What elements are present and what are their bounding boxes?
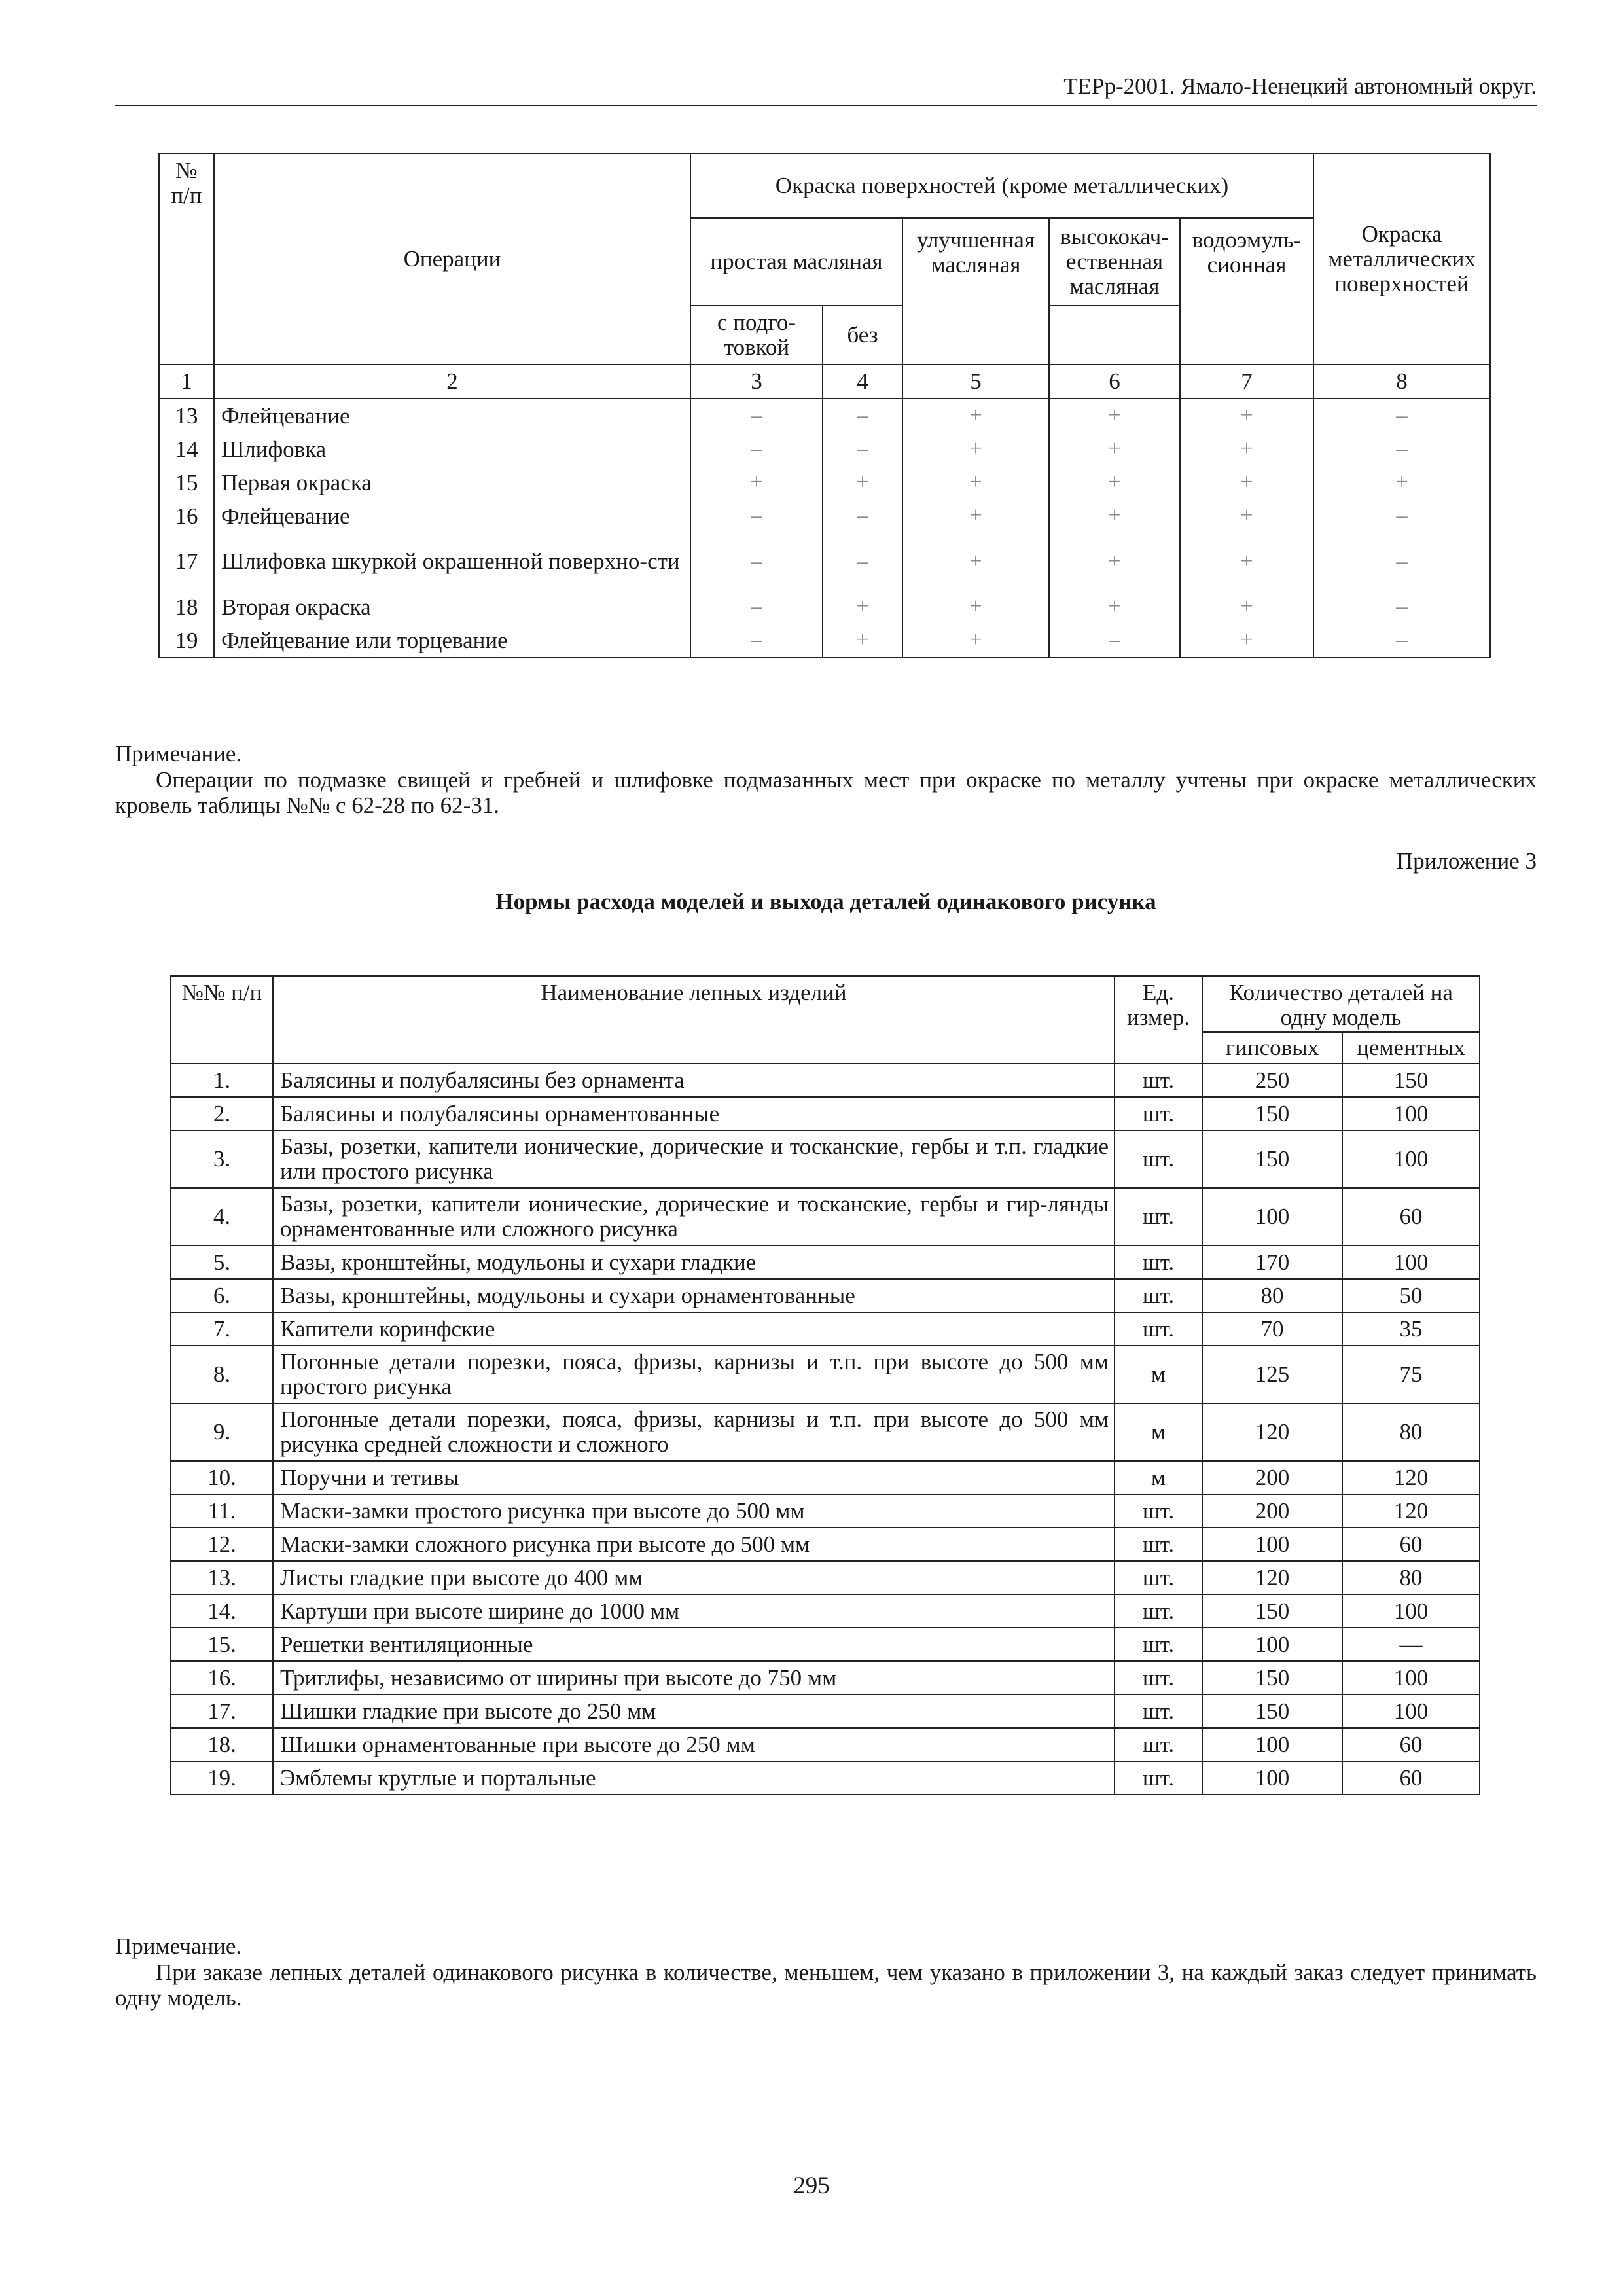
row-cement: 80 xyxy=(1342,1561,1480,1594)
row-name: Шишки гладкие при высоте до 250 мм xyxy=(273,1695,1115,1728)
row-cement: 150 xyxy=(1342,1064,1480,1097)
row-mark: – xyxy=(1313,590,1490,624)
table-row xyxy=(171,1130,1480,1188)
row-name: Базы, розетки, капители ионические, дорические и тосканские, гербы и т.п. гладкие или простого рисунка xyxy=(280,1134,1109,1184)
row-gypsum: 150 xyxy=(1202,1661,1342,1695)
row-gypsum: 100 xyxy=(1202,1628,1342,1661)
row-num: 18 xyxy=(159,590,214,624)
row-operation: Флейцевание или торцевание xyxy=(214,624,690,658)
row-unit: шт. xyxy=(1115,1761,1202,1795)
col-header-with-prep: с подго-товкой xyxy=(690,306,823,365)
row-mark: + xyxy=(1049,399,1180,433)
row-num: 14 xyxy=(159,433,214,466)
row-mark: + xyxy=(902,590,1049,624)
row-operation: Шлифовка шкуркой окрашенной поверхно-сти xyxy=(221,548,680,575)
table-row xyxy=(171,1403,1480,1461)
row-name: Балясины и полубалясины орнаментованные xyxy=(273,1097,1115,1130)
row-mark: – xyxy=(690,533,823,590)
table-row xyxy=(171,1494,1480,1528)
table-row xyxy=(159,433,1490,466)
row-gypsum: 100 xyxy=(1202,1728,1342,1761)
row-name: Эмблемы круглые и портальные xyxy=(273,1761,1115,1795)
row-name: Триглифы, независимо от ширины при высоте до 750 мм xyxy=(273,1661,1115,1695)
col-header-cement: цементных xyxy=(1342,1032,1480,1064)
col-header-high-quality-empty xyxy=(1049,306,1180,365)
col-header-water-emulsion: водоэмуль-сионная xyxy=(1180,218,1313,365)
col-number: 6 xyxy=(1049,365,1180,399)
col-header-simple-oil: простая масляная xyxy=(690,218,902,306)
header-rule xyxy=(115,105,1537,106)
row-mark: – xyxy=(690,590,823,624)
row-mark: + xyxy=(902,624,1049,658)
table-row xyxy=(171,1461,1480,1494)
row-unit: шт. xyxy=(1115,1246,1202,1279)
row-mark: + xyxy=(1180,624,1313,658)
row-name-cell xyxy=(273,1403,1115,1461)
row-unit: шт. xyxy=(1115,1695,1202,1728)
row-name: Решетки вентиляционные xyxy=(273,1628,1115,1661)
row-gypsum: 100 xyxy=(1202,1761,1342,1795)
row-name: Поручни и тетивы xyxy=(273,1461,1115,1494)
table-row xyxy=(171,1628,1480,1661)
note-title: Примечание. xyxy=(115,741,242,766)
row-num: 15. xyxy=(171,1628,273,1661)
table-row xyxy=(171,1761,1480,1795)
appendix-title: Нормы расхода моделей и выхода деталей одинакового рисунка xyxy=(495,889,1156,914)
row-num: 10. xyxy=(171,1461,273,1494)
row-mark: + xyxy=(1049,433,1180,466)
row-name-cell xyxy=(273,1188,1115,1246)
col-number: 8 xyxy=(1313,365,1490,399)
row-mark: – xyxy=(823,433,902,466)
row-num: 17 xyxy=(159,533,214,590)
row-unit: шт. xyxy=(1115,1279,1202,1312)
row-mark: – xyxy=(823,533,902,590)
row-num: 13 xyxy=(159,399,214,433)
col-header-gypsum: гипсовых xyxy=(1202,1032,1342,1064)
row-unit: м xyxy=(1115,1461,1202,1494)
row-num: 13. xyxy=(171,1561,273,1594)
row-cement: 100 xyxy=(1342,1246,1480,1279)
row-gypsum: 170 xyxy=(1202,1246,1342,1279)
row-num: 1. xyxy=(171,1064,273,1097)
table-row xyxy=(171,1097,1480,1130)
table-row xyxy=(171,1246,1480,1279)
col-header-name: Наименование лепных изделий xyxy=(273,976,1115,1064)
table-row xyxy=(171,1279,1480,1312)
col-header-painting-nonmetal: Окраска поверхностей (кроме металлических) xyxy=(690,154,1313,218)
col-header-operations: Операции xyxy=(214,154,690,365)
row-name: Картуши при высоте ширине до 1000 мм xyxy=(273,1594,1115,1628)
table-row xyxy=(171,1561,1480,1594)
row-mark: – xyxy=(1313,433,1490,466)
col-number: 2 xyxy=(214,365,690,399)
row-gypsum: 125 xyxy=(1202,1346,1342,1403)
row-num: 17. xyxy=(171,1695,273,1728)
table-row xyxy=(159,533,1490,590)
row-mark: + xyxy=(1180,499,1313,533)
row-num: 19 xyxy=(159,624,214,658)
row-num: 7. xyxy=(171,1312,273,1346)
row-num: 19. xyxy=(171,1761,273,1795)
col-number: 5 xyxy=(902,365,1049,399)
row-num: 9. xyxy=(171,1403,273,1461)
col-header-improved-oil: улучшенная масляная xyxy=(902,218,1049,365)
table-row xyxy=(171,1064,1480,1097)
row-mark: + xyxy=(902,399,1049,433)
table-row xyxy=(171,1346,1480,1403)
table-row xyxy=(159,466,1490,499)
row-cement: 50 xyxy=(1342,1279,1480,1312)
row-mark: + xyxy=(902,533,1049,590)
running-header: ТЕРр-2001. Ямало-Ненецкий автономный округ. xyxy=(1063,73,1537,99)
table-row xyxy=(159,624,1490,658)
note-title: Примечание. xyxy=(115,1933,242,1959)
row-gypsum: 100 xyxy=(1202,1188,1342,1246)
table-row xyxy=(171,1695,1480,1728)
row-name: Шишки орнаментованные при высоте до 250 мм xyxy=(273,1728,1115,1761)
row-mark: + xyxy=(823,624,902,658)
table-row xyxy=(171,1594,1480,1628)
row-cement: 100 xyxy=(1342,1695,1480,1728)
row-mark: – xyxy=(823,499,902,533)
row-operation: Флейцевание xyxy=(214,399,690,433)
row-name: Капители коринфские xyxy=(273,1312,1115,1346)
row-num: 4. xyxy=(171,1188,273,1246)
row-name: Листы гладкие при высоте до 400 мм xyxy=(273,1561,1115,1594)
row-num: 16. xyxy=(171,1661,273,1695)
row-num: 16 xyxy=(159,499,214,533)
row-mark: – xyxy=(1313,533,1490,590)
col-header-high-quality-oil: высококач-ественная масляная xyxy=(1049,218,1180,306)
row-cement: 100 xyxy=(1342,1661,1480,1695)
row-mark: – xyxy=(690,399,823,433)
table-row xyxy=(171,1312,1480,1346)
row-mark: + xyxy=(1049,466,1180,499)
row-name-cell xyxy=(273,1346,1115,1403)
col-number: 4 xyxy=(823,365,902,399)
row-mark: – xyxy=(690,499,823,533)
row-mark: – xyxy=(1313,499,1490,533)
row-cement: 100 xyxy=(1342,1594,1480,1628)
table-row xyxy=(171,1728,1480,1761)
row-num: 18. xyxy=(171,1728,273,1761)
operations-table xyxy=(158,153,1491,658)
row-num: 5. xyxy=(171,1246,273,1279)
row-mark: – xyxy=(1313,399,1490,433)
row-mark: + xyxy=(1180,399,1313,433)
row-name: Вазы, кронштейны, модульоны и сухари гладкие xyxy=(273,1246,1115,1279)
row-gypsum: 200 xyxy=(1202,1494,1342,1528)
row-name: Базы, розетки, капители ионические, дорические и тосканские, гербы и гир-лянды орнаментованные или сложного рисунка xyxy=(280,1191,1109,1242)
row-unit: шт. xyxy=(1115,1188,1202,1246)
row-num: 3. xyxy=(171,1130,273,1188)
row-gypsum: 150 xyxy=(1202,1594,1342,1628)
row-cement: 75 xyxy=(1342,1346,1480,1403)
row-num: 2. xyxy=(171,1097,273,1130)
row-gypsum: 80 xyxy=(1202,1279,1342,1312)
row-mark: + xyxy=(1180,590,1313,624)
table-row xyxy=(159,499,1490,533)
row-mark: + xyxy=(823,466,902,499)
row-num: 8. xyxy=(171,1346,273,1403)
row-unit: шт. xyxy=(1115,1728,1202,1761)
row-name: Маски-замки сложного рисунка при высоте до 500 мм xyxy=(273,1528,1115,1561)
table-row xyxy=(171,1661,1480,1695)
row-num: 11. xyxy=(171,1494,273,1528)
row-mark: + xyxy=(1180,533,1313,590)
row-num: 12. xyxy=(171,1528,273,1561)
row-cement: 120 xyxy=(1342,1494,1480,1528)
row-mark: – xyxy=(1313,624,1490,658)
row-unit: шт. xyxy=(1115,1494,1202,1528)
col-header-num: №№ п/п xyxy=(171,976,273,1064)
row-cement: 60 xyxy=(1342,1761,1480,1795)
row-cement: 35 xyxy=(1342,1312,1480,1346)
row-num: 6. xyxy=(171,1279,273,1312)
row-cement: 120 xyxy=(1342,1461,1480,1494)
row-name: Балясины и полубалясины без орнамента xyxy=(273,1064,1115,1097)
row-mark: + xyxy=(823,590,902,624)
note-text: При заказе лепных деталей одинакового рисунка в количестве, меньшем, чем указано в приложении 3, на каждый заказ следует принимать одну модель. xyxy=(115,1960,1537,2011)
row-unit: шт. xyxy=(1115,1561,1202,1594)
col-header-metal-painting: Окраска металлических поверхностей xyxy=(1313,154,1490,365)
table-row xyxy=(159,399,1490,433)
row-operation: Первая окраска xyxy=(214,466,690,499)
row-mark: – xyxy=(690,624,823,658)
row-unit: шт. xyxy=(1115,1312,1202,1346)
row-cement: 60 xyxy=(1342,1528,1480,1561)
row-unit: шт. xyxy=(1115,1064,1202,1097)
appendix-label: Приложение 3 xyxy=(1396,848,1537,874)
row-name: Погонные детали порезки, пояса, фризы, карнизы и т.п. при высоте до 500 мм простого рисунка xyxy=(280,1349,1109,1399)
row-unit: шт. xyxy=(1115,1528,1202,1561)
row-unit: шт. xyxy=(1115,1628,1202,1661)
row-operation: Флейцевание xyxy=(214,499,690,533)
note-text: Операции по подмазке свищей и гребней и шлифовке подмазанных мест при окраске по металлу учтены при окраске металлических кровель таблицы №№ с 62-28 по 62-31. xyxy=(115,767,1537,819)
row-num: 15 xyxy=(159,466,214,499)
row-mark: + xyxy=(902,433,1049,466)
row-name: Погонные детали порезки, пояса, фризы, карнизы и т.п. при высоте до 500 мм рисунка средней сложности и сложного xyxy=(280,1407,1109,1457)
row-cement: 60 xyxy=(1342,1188,1480,1246)
row-gypsum: 150 xyxy=(1202,1130,1342,1188)
row-gypsum: 120 xyxy=(1202,1561,1342,1594)
row-mark: + xyxy=(1049,533,1180,590)
row-gypsum: 70 xyxy=(1202,1312,1342,1346)
row-mark: + xyxy=(1313,466,1490,499)
col-header-without-prep: без xyxy=(823,306,902,365)
row-mark: + xyxy=(1180,433,1313,466)
row-mark: + xyxy=(690,466,823,499)
row-unit: шт. xyxy=(1115,1130,1202,1188)
row-gypsum: 200 xyxy=(1202,1461,1342,1494)
row-mark: – xyxy=(823,399,902,433)
col-number: 7 xyxy=(1180,365,1313,399)
row-mark: + xyxy=(902,499,1049,533)
row-cement: 100 xyxy=(1342,1097,1480,1130)
row-unit: шт. xyxy=(1115,1594,1202,1628)
row-operation: Шлифовка xyxy=(214,433,690,466)
row-name: Вазы, кронштейны, модульоны и сухари орнаментованные xyxy=(273,1279,1115,1312)
col-header-unit: Ед. измер. xyxy=(1115,976,1202,1064)
row-gypsum: 120 xyxy=(1202,1403,1342,1461)
row-operation: Вторая окраска xyxy=(214,590,690,624)
col-number: 1 xyxy=(159,365,214,399)
row-unit: м xyxy=(1115,1403,1202,1461)
row-unit: шт. xyxy=(1115,1097,1202,1130)
row-mark: – xyxy=(690,433,823,466)
row-mark: – xyxy=(1049,624,1180,658)
row-cement: 80 xyxy=(1342,1403,1480,1461)
row-cement: 100 xyxy=(1342,1130,1480,1188)
col-header-num: № п/п xyxy=(159,154,214,365)
row-gypsum: 150 xyxy=(1202,1097,1342,1130)
row-cement: 60 xyxy=(1342,1728,1480,1761)
row-mark: + xyxy=(1049,590,1180,624)
molding-norms-table xyxy=(170,975,1480,1795)
row-unit: м xyxy=(1115,1346,1202,1403)
row-name: Маски-замки простого рисунка при высоте до 500 мм xyxy=(273,1494,1115,1528)
row-operation-cell xyxy=(214,533,690,590)
col-number: 3 xyxy=(690,365,823,399)
row-gypsum: 150 xyxy=(1202,1695,1342,1728)
row-gypsum: 100 xyxy=(1202,1528,1342,1561)
table-row xyxy=(171,1528,1480,1561)
row-mark: + xyxy=(1180,466,1313,499)
table-row xyxy=(171,1188,1480,1246)
row-cement: — xyxy=(1342,1628,1480,1661)
row-mark: + xyxy=(1049,499,1180,533)
table-row xyxy=(159,590,1490,624)
page-number: 295 xyxy=(793,2172,830,2199)
row-name-cell xyxy=(273,1130,1115,1188)
row-unit: шт. xyxy=(1115,1661,1202,1695)
row-num: 14. xyxy=(171,1594,273,1628)
row-gypsum: 250 xyxy=(1202,1064,1342,1097)
col-header-qty: Количество деталей на одну модель xyxy=(1202,976,1480,1032)
row-mark: + xyxy=(902,466,1049,499)
